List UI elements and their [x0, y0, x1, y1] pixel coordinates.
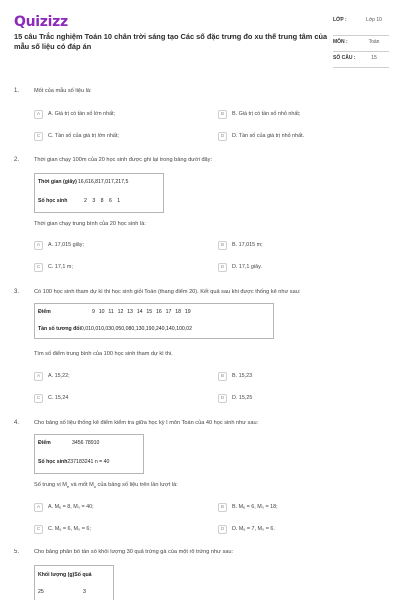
option-text: A. Giá trị có tần số lớn nhất;	[48, 111, 116, 117]
subscript-o: o	[93, 484, 96, 490]
meta-box	[333, 14, 389, 68]
data-table	[34, 434, 144, 474]
option-d[interactable]	[218, 262, 378, 272]
table-header-cell: Thời gian (giây)	[38, 179, 77, 185]
question-3	[14, 289, 390, 407]
question-4	[14, 420, 390, 540]
document-title: 15 câu Trắc nghiệm Toán 10 chân trời sáng tạo Các số đặc trưng đo xu thế trung tâm của mẫu số liệu có đáp án	[14, 32, 328, 51]
subtext-mid: và mốt M	[69, 482, 94, 488]
option-b[interactable]	[218, 502, 378, 512]
option-letter: C	[34, 525, 43, 534]
option-text: C. Mₑ = 6, M₀ = 6;	[48, 526, 91, 532]
option-text: A. Mₑ = 8, M₀ = 40;	[48, 504, 94, 510]
quizizz-logo[interactable]: Quizizz	[14, 14, 68, 30]
option-text: B. Mₑ = 6, M₀ = 18;	[232, 504, 278, 510]
option-text: A. 15,22;	[48, 373, 70, 379]
table-values: 3456 78910	[72, 440, 100, 446]
table-values: 2 3 8 6 1	[84, 198, 121, 204]
option-letter: B	[218, 110, 227, 119]
question-5	[14, 549, 390, 600]
question-number: 1.	[14, 88, 20, 94]
option-text: D. 15,25	[232, 395, 253, 401]
option-letter: C	[34, 132, 43, 141]
table-row	[35, 584, 113, 600]
meta-count-label: SỐ CÂU :	[333, 55, 356, 61]
subscript-e: e	[66, 484, 70, 490]
meta-subject-label: MÔN :	[333, 39, 348, 45]
option-d[interactable]	[218, 131, 378, 141]
meta-grade-row	[333, 14, 389, 36]
table-row	[35, 451, 143, 473]
question-1	[14, 88, 390, 148]
table-header-cell: Điểm	[38, 309, 51, 315]
option-letter: D	[218, 394, 227, 403]
option-letter: A	[34, 372, 43, 381]
option-a[interactable]	[34, 240, 194, 250]
option-letter: D	[218, 525, 227, 534]
option-d[interactable]	[218, 393, 378, 403]
option-text: B. 15,23	[232, 373, 253, 379]
data-table	[34, 565, 114, 600]
option-letter: A	[34, 241, 43, 250]
option-text: D. Tần số của giá trị nhỏ nhất.	[232, 133, 305, 139]
meta-grade-label: LỚP :	[333, 17, 347, 23]
question-text: Cho bảng phân bố tần số khối lượng 30 quả trứng gà của một rổ trứng như sau:	[34, 549, 234, 555]
option-letter: A	[34, 503, 43, 512]
table-row	[35, 566, 113, 584]
option-c[interactable]	[34, 262, 194, 272]
option-letter: D	[218, 263, 227, 272]
meta-subject-value: Toán	[368, 39, 380, 45]
question-text: Mốt của mẫu số liệu là:	[34, 88, 92, 94]
meta-count-value: 15	[371, 55, 377, 61]
option-text: A. 17,015 giây;	[48, 242, 84, 248]
table-header-cell: Điểm	[38, 440, 51, 446]
option-letter: D	[218, 132, 227, 141]
meta-count-row	[333, 52, 389, 68]
table-values: 16,616,817,017,217,5	[77, 179, 129, 185]
table-values: 237183241 n = 40	[67, 459, 110, 465]
table-header-cell: Số học sinh	[38, 198, 68, 204]
table-cell: 3	[83, 589, 86, 595]
option-c[interactable]	[34, 524, 194, 534]
option-text: D. Mₑ = 7, M₀ = 6.	[232, 526, 275, 532]
option-letter: B	[218, 372, 227, 381]
question-number: 2.	[14, 157, 20, 163]
table-header-cell: Số quả	[74, 572, 92, 578]
data-table	[34, 173, 164, 213]
meta-grade-value: Lớp 10	[366, 17, 382, 23]
table-values: 0,010,010,030,050,080,130,190,240,140,100,02	[80, 326, 192, 332]
option-letter: A	[34, 110, 43, 119]
table-header-cell: Tần số tương đối	[38, 326, 81, 332]
table-values: 9 10 11 12 13 14 15 16 17 18 19	[92, 309, 191, 315]
question-text: Có 100 học sinh tham dự kì thi học sinh giỏi Toán (thang điểm 20). Kết quả sau khi được thống kê như sau:	[34, 289, 301, 295]
option-c[interactable]	[34, 393, 194, 403]
option-letter: B	[218, 241, 227, 250]
question-subtext: Thời gian chạy trung bình của 20 học sinh là:	[34, 221, 146, 227]
option-text: B. Giá trị có tần số nhỏ nhất;	[232, 111, 301, 117]
subtext-suffix: của bảng số liệu trên lần lượt là:	[96, 482, 178, 488]
data-table	[34, 303, 274, 339]
option-d[interactable]	[218, 524, 378, 534]
table-header-cell: Khối lượng (g)	[38, 572, 75, 578]
option-text: C. 17,1 m;	[48, 264, 73, 270]
option-text: D. 17,1 giây.	[232, 264, 262, 270]
option-letter: C	[34, 394, 43, 403]
table-cell: 25	[38, 589, 44, 595]
option-text: B. 17,015 m;	[232, 242, 263, 248]
option-text: C. 15,24	[48, 395, 69, 401]
subtext-prefix: Số trung vị M	[34, 482, 67, 488]
option-a[interactable]	[34, 502, 194, 512]
meta-subject-row	[333, 36, 389, 52]
table-row	[35, 190, 163, 212]
option-b[interactable]	[218, 240, 378, 250]
option-b[interactable]	[218, 109, 378, 119]
question-number: 4.	[14, 420, 20, 426]
table-row	[35, 304, 273, 320]
table-header-cell: Số học sinh	[38, 459, 68, 465]
question-subtext	[34, 482, 178, 489]
option-b[interactable]	[218, 371, 378, 381]
question-text: Thời gian chạy 100m của 20 học sinh được ghi lại trong bảng dưới đây:	[34, 157, 213, 163]
option-letter: C	[34, 263, 43, 272]
option-text: C. Tần số của giá trị lớn nhất;	[48, 133, 119, 139]
question-2	[14, 157, 390, 277]
option-letter: B	[218, 503, 227, 512]
option-a[interactable]	[34, 109, 194, 119]
question-number: 5.	[14, 549, 20, 555]
question-text: Cho bảng số liệu thống kê điểm kiểm tra giữa học kỳ I môn Toán của 40 học sinh như sau:	[34, 420, 259, 426]
question-subtext: Tìm số điểm trung bình của 100 học sinh tham dự kì thi.	[34, 351, 173, 357]
table-row	[35, 435, 143, 451]
table-row	[35, 174, 163, 190]
document-header	[0, 0, 400, 76]
table-row	[35, 320, 273, 338]
option-c[interactable]	[34, 131, 194, 141]
option-a[interactable]	[34, 371, 194, 381]
question-number: 3.	[14, 289, 20, 295]
